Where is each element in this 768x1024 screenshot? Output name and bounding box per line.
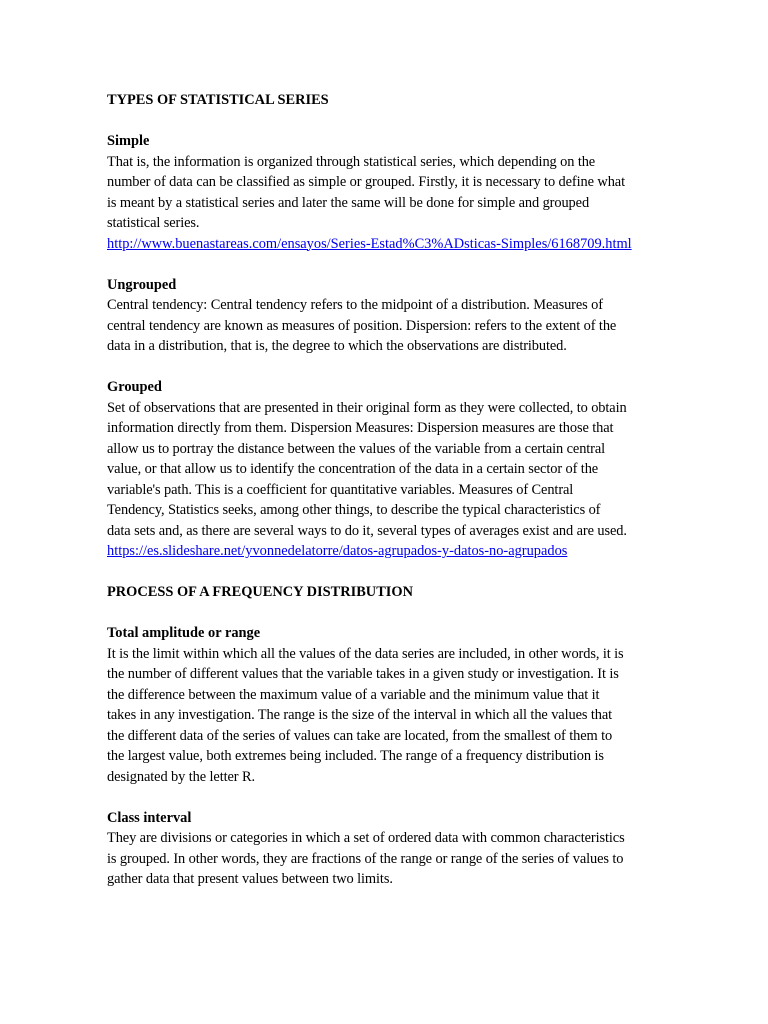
process-title: PROCESS OF A FREQUENCY DISTRIBUTION [107,584,413,600]
section-spacer [107,562,667,583]
paragraph-line: central tendency are known as measures of position. Dispersion: refers to the extent of the [107,317,617,334]
paragraph-line: designated by the letter R. [107,768,255,785]
paragraph-line: is grouped. In other words, they are fractions of the range or range of the series of values to [107,850,624,867]
section-heading-range: Total amplitude or range [107,625,261,641]
paragraph-line: Tendency, Statistics seeks, among other things, to describe the typical characteristics of [107,502,601,518]
paragraph-line: the different data of the series of values can take are located, from the smallest of them to [107,727,613,744]
paragraph-line: the number of different values that the variable takes in a given study or investigation. It is [107,666,619,682]
section-spacer [107,787,667,808]
paragraph-line: Set of observations that are presented in their original form as they were collected, to obtain [107,399,627,416]
section-class-interval [107,808,667,890]
paragraph-line: the difference between the maximum value of a variable and the minimum value that it [107,686,600,703]
source-link-buenastareas[interactable]: http://www.buenastareas.com/ensayos/Series-Estad%C3%ADsticas-Simples/6168709.html [107,235,632,252]
paragraph-line: They are divisions or categories in which a set of ordered data with common characteristics [107,830,625,846]
paragraph-line: is meant by a statistical series and later the same will be done for simple and grouped [107,194,590,211]
paragraph-line: takes in any investigation. The range is the size of the interval in which all the values that [107,707,613,723]
paragraph-line: It is the limit within which all the values of the data series are included, in other words, it is [107,645,624,662]
paragraph-line: allow us to portray the distance between the values of the variable from a certain central [107,440,606,457]
paragraph-line: data sets and, as there are several ways to do it, several types of averages exist and are used. [107,522,627,539]
paragraph-line: the largest value, both extremes being included. The range of a frequency distribution is [107,748,604,764]
section-spacer [107,603,667,624]
section-spacer [107,357,667,378]
paragraph-line: variable's path. This is a coefficient for quantitative variables. Measures of Central [107,481,574,498]
paragraph-line: data in a distribution, that is, the degree to which the observations are distributed. [107,338,567,354]
section-heading-simple: Simple [107,133,150,149]
section-simple [107,131,667,254]
paragraph-line: information directly from them. Dispersion Measures: Dispersion measures are those that [107,420,614,436]
paragraph-line: number of data can be classified as simple or grouped. Firstly, it is necessary to define what [107,174,625,190]
section-heading-ungrouped: Ungrouped [107,276,177,293]
paragraph-line: Central tendency: Central tendency refers to the midpoint of a distribution. Measures of [107,297,603,313]
source-link-slideshare[interactable]: https://es.slideshare.net/yvonnedelatorre/datos-agrupados-y-datos-no-agrupados [107,543,568,559]
paragraph-line: statistical series. [107,215,200,231]
paragraph-line: value, or that allow us to identify the concentration of the data in a certain sector of the [107,461,599,477]
paragraph-line: gather data that present values between two limits. [107,871,393,887]
document-body [107,90,667,890]
section-range [107,623,667,787]
page-title: TYPES OF STATISTICAL SERIES [107,92,329,108]
paragraph-line: That is, the information is organized through statistical series, which depending on the [107,153,596,170]
section-heading-class-interval: Class interval [107,809,192,826]
section-heading-grouped: Grouped [107,379,162,395]
section-ungrouped [107,275,667,357]
section-spacer [107,254,667,275]
section-grouped [107,377,667,562]
